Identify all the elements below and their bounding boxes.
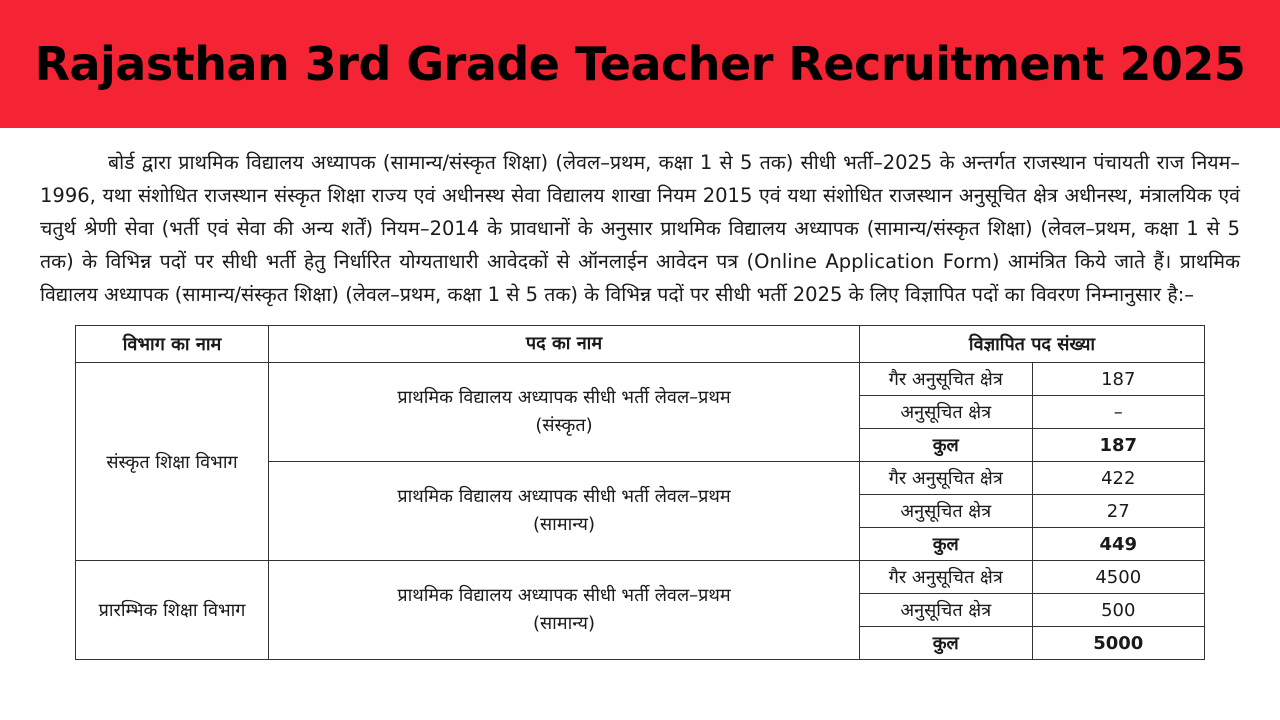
cell-count-total: 187 (1032, 429, 1205, 462)
cell-category: गैर अनुसूचित क्षेत्र (860, 561, 1033, 594)
table-row (76, 561, 1205, 594)
cell-category: गैर अनुसूचित क्षेत्र (860, 363, 1033, 396)
cell-count: 187 (1032, 363, 1205, 396)
cell-count: 500 (1032, 594, 1205, 627)
page-banner (0, 0, 1280, 128)
post-name-line2: (संस्कृत) (535, 415, 593, 436)
document-body (0, 128, 1280, 660)
post-name-line1: प्राथमिक विद्यालय अध्यापक सीधी भर्ती लेवल–प्रथम (397, 585, 731, 606)
cell-count-total: 449 (1032, 528, 1205, 561)
cell-department: प्रारम्भिक शिक्षा विभाग (76, 561, 269, 660)
column-header-vacancies: विज्ञापित पद संख्या (860, 326, 1205, 363)
cell-category: अनुसूचित क्षेत्र (860, 396, 1033, 429)
cell-category: गैर अनुसूचित क्षेत्र (860, 462, 1033, 495)
cell-category-total: कुल (860, 528, 1033, 561)
column-header-department: विभाग का नाम (76, 326, 269, 363)
cell-category-total: कुल (860, 627, 1033, 660)
vacancy-table (75, 325, 1205, 660)
cell-post (269, 462, 860, 561)
post-name-line1: प्राथमिक विद्यालय अध्यापक सीधी भर्ती लेवल–प्रथम (397, 486, 731, 507)
cell-category-total: कुल (860, 429, 1033, 462)
cell-category: अनुसूचित क्षेत्र (860, 594, 1033, 627)
cell-department: संस्कृत शिक्षा विभाग (76, 363, 269, 561)
notice-paragraph: बोर्ड द्वारा प्राथमिक विद्यालय अध्यापक (सामान्य/संस्कृत शिक्षा) (लेवल–प्रथम, कक्षा 1 से 5 तक) सीधी भर्ती–2025 के अन्तर्गत राजस्थान पंचायती राज नियम–1996, यथा संशोधित राजस्थान संस्कृत शिक्षा राज्य एवं अधीनस्थ सेवा विद्यालय शाखा नियम 2015 एवं यथा संशोधित राजस्थान अनुसूचित क्षेत्र अधीनस्थ, मंत्रालयिक एवं चतुर्थ श्रेणी सेवा (भर्ती एवं सेवा की अन्य शर्तें) नियम–2014 के प्रावधानों के अनुसार प्राथमिक विद्यालय अध्यापक (सामान्य/संस्कृत शिक्षा) (लेवल–प्रथम, कक्षा 1 से 5 तक) के विभिन्न पदों पर सीधी भर्ती हेतु निर्धारित योग्यताधारी आवेदकों से ऑनलाईन आवेदन पत्र (Online Application Form) आमंत्रित किये जाते हैं। प्राथमिक विद्यालय अध्यापक (सामान्य/संस्कृत शिक्षा) (लेवल–प्रथम, कक्षा 1 से 5 तक) के विभिन्न पदों पर सीधी भर्ती 2025 के लिए विज्ञापित पदों का विवरण निम्नानुसार है:– (40, 151, 1240, 306)
table-header-row (76, 326, 1205, 363)
table-row (76, 363, 1205, 396)
cell-post (269, 363, 860, 462)
post-name-line2: (सामान्य) (532, 613, 596, 634)
cell-category: अनुसूचित क्षेत्र (860, 495, 1033, 528)
page-title: Rajasthan 3rd Grade Teacher Recruitment 2025 (34, 37, 1246, 91)
cell-count: 422 (1032, 462, 1205, 495)
column-header-post: पद का नाम (269, 326, 860, 363)
post-name-line2: (सामान्य) (532, 514, 596, 535)
cell-post (269, 561, 860, 660)
cell-count-total: 5000 (1032, 627, 1205, 660)
cell-count: 27 (1032, 495, 1205, 528)
post-name-line1: प्राथमिक विद्यालय अध्यापक सीधी भर्ती लेवल–प्रथम (397, 387, 731, 408)
cell-count: 4500 (1032, 561, 1205, 594)
cell-count: – (1032, 396, 1205, 429)
